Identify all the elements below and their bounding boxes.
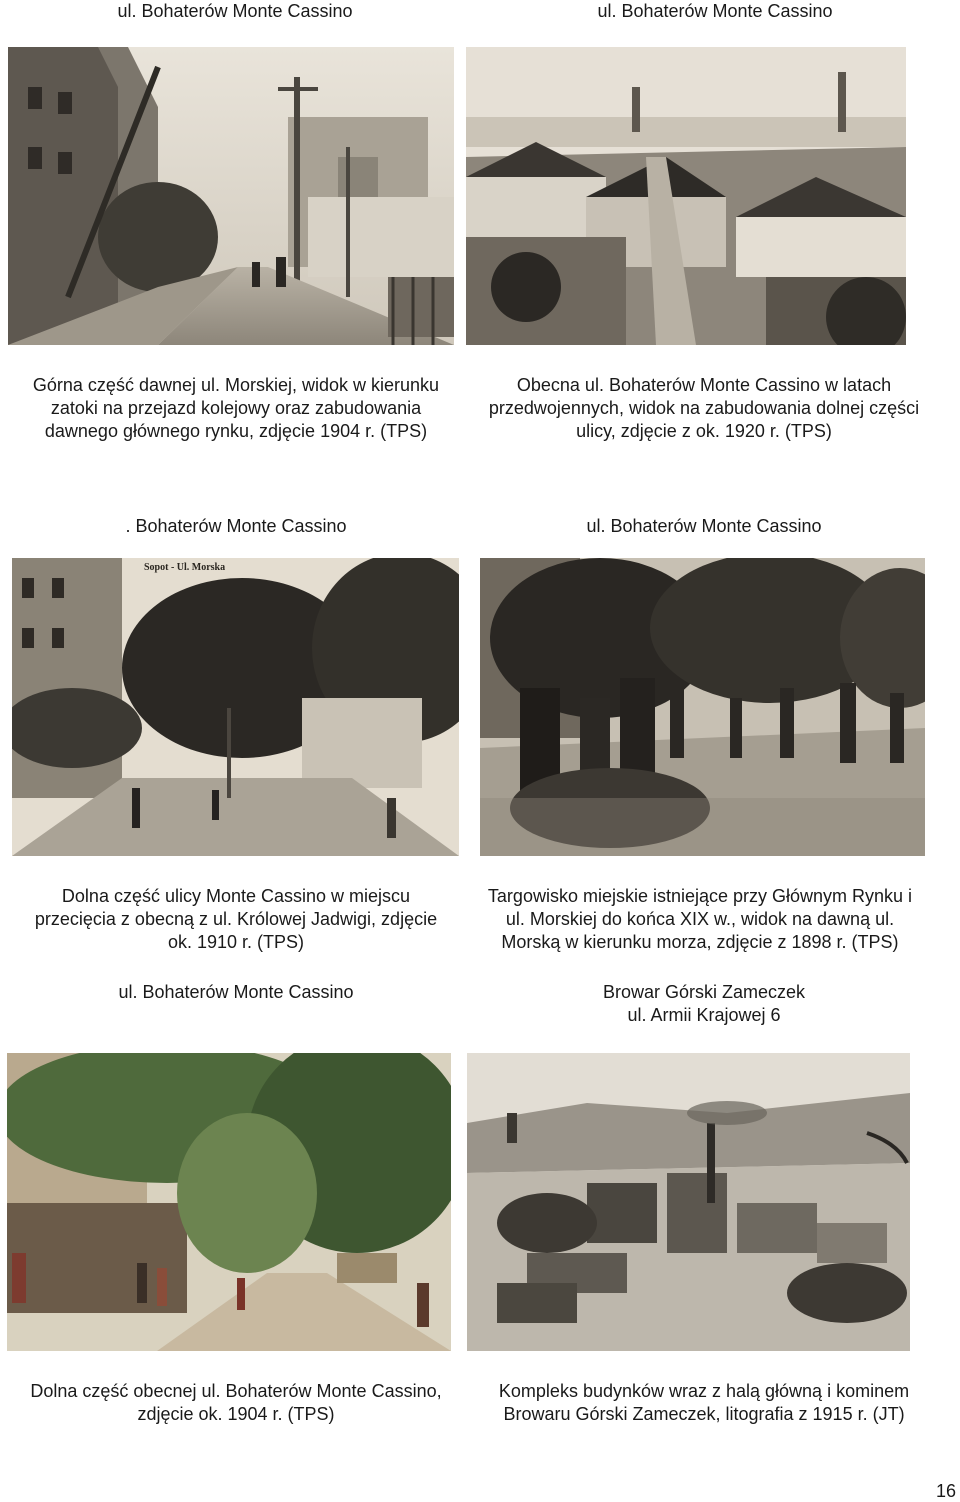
caption-line: przedwojennych, widok na zabudowania dolnej części <box>488 398 920 418</box>
caption-line: dawnego głównego rynku, zdjęcie 1904 r. (TPS) <box>44 421 428 441</box>
photo-brewery-lithograph <box>467 1053 910 1351</box>
caption-photo-2 <box>466 374 942 443</box>
photo-market-square-1898 <box>480 558 925 856</box>
page-number: 16 <box>935 1481 956 1501</box>
photo-lower-street-1904-color <box>7 1053 451 1351</box>
heading-photo-2: ul. Bohaterów Monte Cassino <box>597 1 833 21</box>
heading-photo-5: ul. Bohaterów Monte Cassino <box>118 982 354 1002</box>
caption-line: Dolna część ulicy Monte Cassino w miejscu <box>61 886 411 906</box>
heading-photo-6 <box>466 981 942 1027</box>
caption-photo-3 <box>0 885 472 954</box>
caption-line: Kompleks budynków wraz z halą główną i kominem <box>498 1381 910 1401</box>
photo-inscription: Sopot - Ul. Morska <box>144 562 226 573</box>
caption-line: Obecna ul. Bohaterów Monte Cassino w latach <box>516 375 892 395</box>
caption-line: Dolna część obecnej ul. Bohaterów Monte Cassino, <box>30 1381 442 1401</box>
heading-photo-3: . Bohaterów Monte Cassino <box>125 516 347 536</box>
photo-prewar-street-panorama <box>466 47 906 345</box>
caption-line: Górna część dawnej ul. Morskiej, widok w kierunku <box>32 375 440 395</box>
heading-line: ul. Armii Krajowej 6 <box>627 1005 781 1025</box>
caption-line: Targowisko miejskie istniejące przy Głównym Rynku i <box>487 886 913 906</box>
photo-upper-morska-street <box>8 47 454 345</box>
caption-line: zatoki na przejazd kolejowy oraz zabudowania <box>50 398 422 418</box>
caption-line: zdjęcie ok. 1904 r. (TPS) <box>137 1404 335 1424</box>
caption-line: ok. 1910 r. (TPS) <box>167 932 305 952</box>
caption-line: Browaru Górski Zameczek, litografia z 1915 r. (JT) <box>503 1404 905 1424</box>
heading-photo-1: ul. Bohaterów Monte Cassino <box>117 1 353 21</box>
caption-line: ulicy, zdjęcie z ok. 1920 r. (TPS) <box>576 421 832 441</box>
caption-line: przecięcia z obecną z ul. Królowej Jadwigi, zdjęcie <box>34 909 438 929</box>
caption-line: Morską w kierunku morza, zdjęcie z 1898 r. (TPS) <box>501 932 899 952</box>
caption-photo-1 <box>0 374 472 443</box>
caption-photo-5 <box>0 1380 472 1426</box>
caption-photo-4 <box>466 885 934 954</box>
caption-line: ul. Morskiej do końca XIX w., widok na dawną ul. <box>505 909 895 929</box>
heading-photo-4: ul. Bohaterów Monte Cassino <box>586 516 822 536</box>
photo-lower-street-1910 <box>12 558 459 856</box>
heading-line: Browar Górski Zameczek <box>602 982 806 1002</box>
caption-photo-6 <box>466 1380 942 1426</box>
